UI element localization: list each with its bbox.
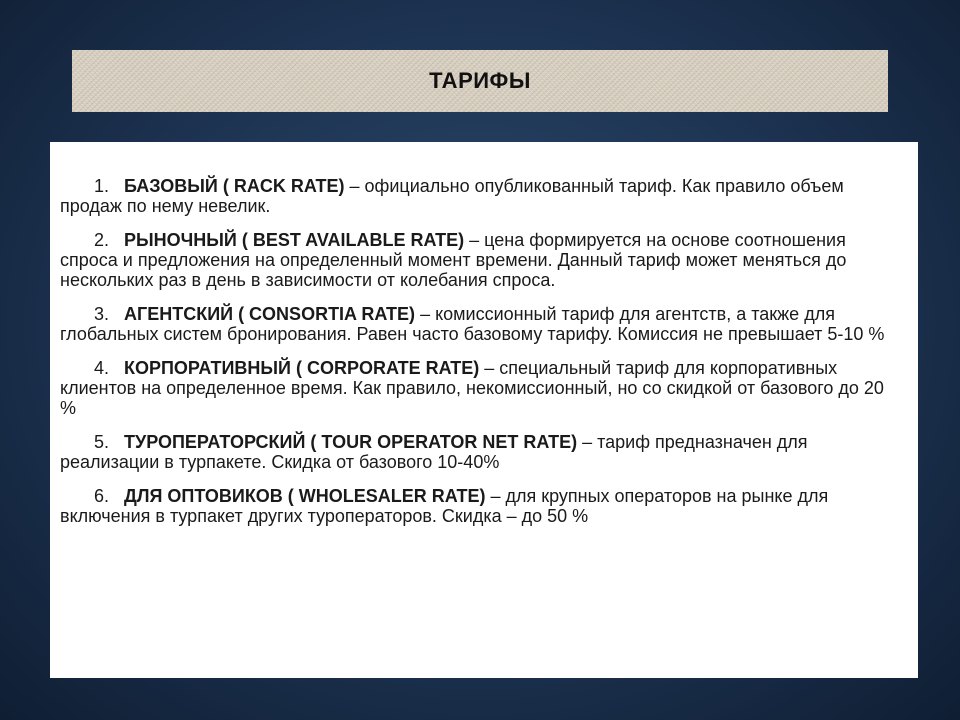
item-name: АГЕНТСКИЙ ( CONSORTIA RATE) xyxy=(124,304,416,324)
tariff-item-tour-operator xyxy=(60,432,886,472)
tariff-item-agency xyxy=(60,304,886,344)
item-description: – специальный тариф для корпоративных клиентов на определенное время. Как правило, некомиссионный, но со скидкой от базового до 20 % xyxy=(60,358,884,418)
item-description: – тариф предназначен для реализации в турпакете. Скидка от базового 10-40% xyxy=(60,432,808,472)
item-description: – для крупных операторов на рынке для включения в турпакет других туроператоров. Скидка – до 50 % xyxy=(60,486,829,526)
item-name: ДЛЯ ОПТОВИКОВ ( WHOLESALER RATE) xyxy=(124,486,486,506)
item-number: 2. xyxy=(94,230,110,250)
tariff-item-wholesaler xyxy=(60,486,886,526)
item-name: ТУРОПЕРАТОРСКИЙ ( TOUR OPERATOR NET RATE) xyxy=(124,432,578,452)
tariff-item-base xyxy=(60,176,886,216)
item-number: 4. xyxy=(94,358,110,378)
tariff-item-market xyxy=(60,230,886,290)
item-number: 5. xyxy=(94,432,110,452)
title-banner xyxy=(72,50,888,112)
item-number: 3. xyxy=(94,304,110,324)
content-panel xyxy=(50,142,918,678)
item-number: 1. xyxy=(94,176,110,196)
item-name: КОРПОРАТИВНЫЙ ( CORPORATE RATE) xyxy=(124,358,480,378)
tariff-item-corporate xyxy=(60,358,886,418)
item-name: РЫНОЧНЫЙ ( BEST AVAILABLE RATE) xyxy=(124,230,465,250)
item-number: 6. xyxy=(94,486,110,506)
item-description: – комиссионный тариф для агентств, а также для глобальных систем бронирования. Равен часто базовому тарифу. Комиссия не превышает 5-10 % xyxy=(60,304,885,344)
slide-title: ТАРИФЫ xyxy=(429,68,531,93)
item-name: БАЗОВЫЙ ( RACK RATE) xyxy=(124,176,345,196)
item-description: – официально опубликованный тариф. Как правило объем продаж по нему невелик. xyxy=(60,176,844,216)
item-description: – цена формируется на основе соотношения спроса и предложения на определенный момент времени. Данный тариф может меняться до нескольких раз в день в зависимости от колебания спроса. xyxy=(60,230,847,290)
